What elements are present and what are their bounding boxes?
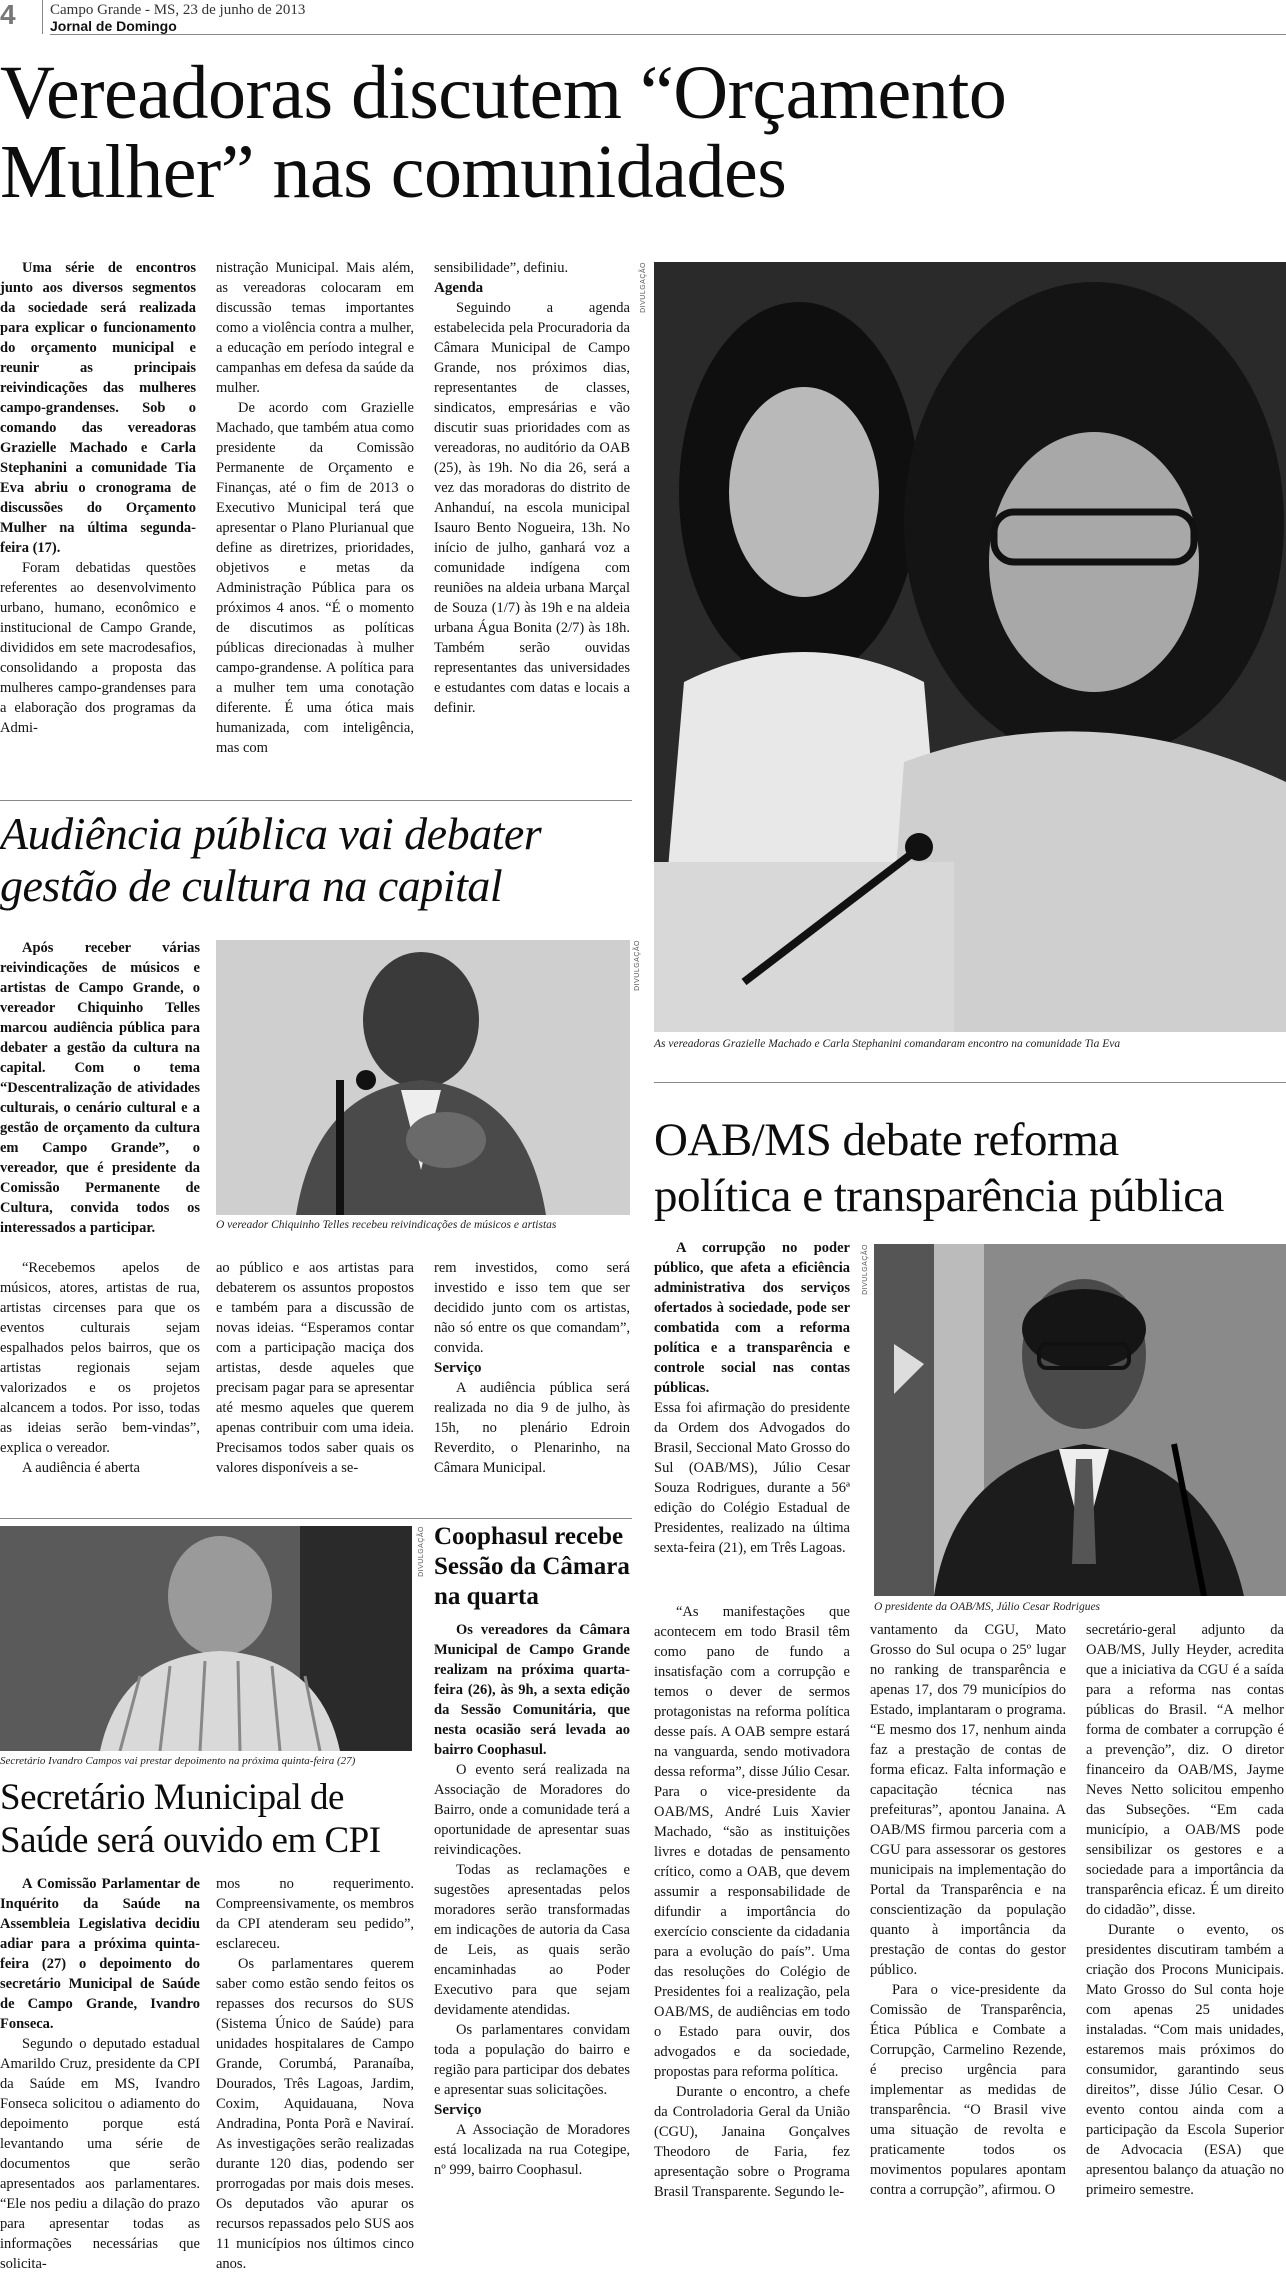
article5-subhead: Serviço: [434, 2102, 482, 2118]
dateline: Campo Grande - MS, 23 de junho de 2013: [50, 2, 306, 18]
article1-headline-line2: Mulher” nas comunidades: [0, 130, 787, 215]
article2-column-1b: [0, 1258, 200, 1516]
article4-headline-line2: Saúde será ouvido em CPI: [0, 1820, 381, 1861]
article4-lead: A Comissão Parlamentar de Inquérito da Saúde na Assembleia Legislativa decidiu adiar para a próxima quinta-feira (27) o depoimento do secretário Municipal de Saúde de Campo Grande, Ivandro Fonseca.: [0, 1876, 200, 2032]
article2-column-3: [434, 1258, 630, 1516]
article1-column-2: [216, 258, 414, 790]
header-separator: [42, 0, 43, 34]
article1-paragraph: sensibilidade”, definiu.: [434, 260, 569, 276]
article3-column-1: [654, 1238, 850, 1600]
article3-photo: [874, 1244, 1286, 1596]
article3-paragraph: secretário-geral adjunto da OAB/MS, Jully Heyder, acredita que a iniciativa da CGU é a saída para a reforma nas contas públicas do Brasil. “A melhor forma de combater a corrupção é a prevenção”, diz. O diretor financeiro da OAB/MS, Jayme Neves Netto solicitou empenho das Subseções. “Em cada município, a OAB/MS pode sensibilizar os gestores e a sociedade para a importância da transparência eficaz. É um direito do cidadão”, disse.: [1086, 1622, 1284, 1918]
article1-photo: [654, 262, 1286, 1032]
article5-column: [434, 1620, 630, 2295]
divider: [654, 1082, 1286, 1083]
article3-photo-credit: DIVULGAÇÃO: [862, 1244, 869, 1295]
photo-secretary: [0, 1526, 412, 1751]
article5-paragraph: Os parlamentares convidam toda a população do bairro e região para participar dos debates e apresentar suas solicitações.: [434, 2022, 630, 2098]
newspaper-name: Jornal de Domingo: [50, 18, 177, 34]
photo-oab-president: [874, 1244, 1286, 1596]
article2-paragraph: A audiência pública será realizada no dia 9 de julho, às 15h, no plenário Edroin Reverdito, o Plenarinho, na Câmara Municipal.: [434, 1380, 630, 1476]
article3-paragraph: vantamento da CGU, Mato Grosso do Sul ocupa o 25º lugar no ranking de transparência e apenas 17, dos 79 municípios do Estado, implantaram o programa. “E mesmo dos 17, nenhum ainda faz a prestação de contas de forma eficaz. Falta informação e capacitação técnica nas prefeituras”, apontou Janaina. A OAB/MS firmou parceria com a CGU para assessorar os gestores municipais na implementação do Portal da Transparência e na conscientização da população quanto à importância da prestação de contas do gestor público.: [870, 1622, 1066, 1978]
article3-headline: [654, 1112, 1286, 1224]
article1-subhead: Agenda: [434, 280, 484, 296]
article5-lead: Os vereadores da Câmara Municipal de Campo Grande realizam na próxima quarta-feira (26), às 9h, a sexta edição da Sessão Comunitária, que nesta ocasião será levada ao bairro Coophasul.: [434, 1622, 630, 1758]
article5-headline-line3: na quarta: [434, 1583, 539, 1610]
article4-photo-caption: Secretário Ivandro Campos vai prestar depoimento na próxima quinta-feira (27): [0, 1755, 356, 1767]
article2-column-2: [216, 1258, 414, 1516]
article2-headline-line2: gestão de cultura na capital: [0, 860, 503, 911]
article2-subhead: Serviço: [434, 1360, 482, 1376]
article4-column-1: [0, 1874, 200, 2295]
article5-headline-line2: Sessão da Câmara: [434, 1553, 630, 1580]
article1-photo-caption: As vereadoras Grazielle Machado e Carla Stephanini comandaram encontro na comunidade Tia Eva: [654, 1038, 1121, 1050]
article3-lead: A corrupção no poder público, que afeta a eficiência administrativa dos serviços ofertados à sociedade, pode ser combatida com a reforma política e a transparência e controle social nas contas públicas.: [654, 1240, 850, 1396]
article3-paragraph: Para o vice-presidente da Comissão de Transparência, Ética Pública e Combate a Corrupção, Carmelino Rezende, é preciso urgência para implementar as medidas de transparência. “O Brasil vive uma situação de revolta e praticamente todos os movimentos populares apontam contra a corrupção”, afirmou. O: [870, 1982, 1066, 2198]
article1-lead: Uma série de encontros junto aos diversos segmentos da sociedade será realizada para explicar o funcionamento do orçamento municipal e reunir as principais reivindicações das mulheres campo-grandenses. Sob o comando das vereadoras Grazielle Machado e Carla Stephanini a comunidade Tia Eva abriu o cronograma de discussões do Orçamento Mulher na última segunda-feira (17).: [0, 260, 196, 556]
article2-paragraph: “Recebemos apelos de músicos, atores, artistas de rua, artistas circenses para que os eventos culturais sejam espalhados pelos bairros, que os artistas regionais sejam valorizados e os projetos alcancem a todos. Por isso, todas as ideias serão bem-vindas”, explica o vereador.: [0, 1260, 200, 1456]
article4-headline: [0, 1776, 420, 1862]
article2-paragraph: ao público e aos artistas para debaterem os assuntos propostos e também para a discussão de novas ideias. “Esperamos contar com a participação maciça dos artistas, desde aqueles que precisam pagar para se apresentar até mesmo aqueles que querem apenas contribuir com uma ideia. Precisamos todos saber quais os valores disponíveis a se-: [216, 1260, 414, 1476]
article3-headline-line1: OAB/MS debate reforma: [654, 1114, 1119, 1166]
page-number: 4: [0, 0, 16, 30]
article3-paragraph: Durante o encontro, a chefe da Controladoria Geral da União (CGU), Janaina Gonçalves Theodoro de Faria, fez apresentação sobre o Programa Brasil Transparente. Segundo le-: [654, 2084, 850, 2200]
article3-paragraph: Essa foi afirmação do presidente da Ordem dos Advogados do Brasil, Seccional Mato Grosso do Sul (OAB/MS), Júlio Cesar Souza Rodrigues, durante a 56ª edição do Colégio Estadual de Presidentes, realizado na última sexta-feira (21), em Três Lagoas.: [654, 1400, 850, 1556]
article3-column-2: [870, 1620, 1066, 2295]
article3-column-1b: [654, 1602, 850, 2295]
article5-paragraph: O evento será realizada na Associação de Moradores do Bairro, onde a comunidade terá a oportunidade de apresentar suas reivindicações.: [434, 1762, 630, 1858]
article1-column-1: [0, 258, 196, 790]
article4-headline-line1: Secretário Municipal de: [0, 1777, 344, 1818]
article5-headline-line1: Coophasul recebe: [434, 1523, 624, 1550]
article2-paragraph: A audiência é aberta: [22, 1460, 140, 1476]
article3-headline-line2: política e transparência pública: [654, 1170, 1224, 1222]
article4-paragraph: Os parlamentares querem saber como estão sendo feitos os repasses dos recursos do SUS (Sistema Único de Saúde) para unidades hospitalares de Campo Grande, Corumbá, Paranaíba, Dourados, Três Lagoas, Jardim, Coxim, Aquidauana, Nova Andradina, Ponta Porã e Naviraí. As investigações serão realizadas durante 120 dias, podendo ser prorrogadas por mais dois meses. Os deputados vão apurar os recursos repassados pelo SUS aos 11 municípios nos últimos cinco anos.: [216, 1956, 414, 2272]
article1-column-3: [434, 258, 630, 790]
article3-paragraph: “As manifestações que acontecem em todo Brasil têm como pano de fundo a insatisfação com a corrupção e temos o dever de sermos protagonistas na reforma política desse país. A OAB sempre estará na vanguarda, sendo motivadora dessa reforma”, disse Júlio Cesar. Para o vice-presidente da OAB/MS, André Luis Xavier Machado, “são as instituições livres e dotadas de pensamento crítico, como a OAB, que devem assumir a responsabilidade de difundir a importância do exercício consciente da cidadania para a evolução do país”. Uma das resoluções do Colégio de Presidentes foi a realização, pela OAB/MS, de audiências em todo o Estado para ouvir, dos advogados e da sociedade, propostas para reforma política.: [654, 1604, 850, 2080]
article1-paragraph: Foram debatidas questões referentes ao desenvolvimento urbano, humano, econômico e institucional de Campo Grande, divididos em sete macrodesafios, consolidando a proposta das mulheres campo-grandenses para a elaboração dos programas da Admi-: [0, 560, 196, 736]
article2-photo: [216, 940, 630, 1215]
article1-headline: [0, 51, 1286, 215]
article4-photo: [0, 1526, 412, 1751]
article1-paragraph: De acordo com Grazielle Machado, que também atua como presidente da Comissão Permanente de Orçamento e Finanças, até o fim de 2013 o Executivo Municipal terá que apresentar o Plano Plurianual que define as diretrizes, prioridades, objetivos e metas da Administração Pública para os próximos 4 anos. “É o momento de discutimos as políticas públicas direcionadas à mulher campo-grandense. A política para a mulher tem uma conotação diferente. É uma ótica mais humanizada, com inteligência, mas com: [216, 400, 414, 756]
article4-paragraph: mos no requerimento. Compreensivamente, os membros da CPI atenderam seu pedido”, esclareceu.: [216, 1876, 414, 1952]
article2-photo-caption: O vereador Chiquinho Telles recebeu reivindicações de músicos e artistas: [216, 1219, 557, 1231]
article3-photo-caption: O presidente da OAB/MS, Júlio Cesar Rodrigues: [874, 1601, 1101, 1613]
article4-column-2: [216, 1874, 414, 2295]
divider: [0, 800, 632, 801]
photo-two-women: [654, 262, 1286, 1032]
article2-headline: [0, 808, 640, 912]
article4-photo-credit: DIVULGAÇÃO: [418, 1526, 425, 1577]
article2-photo-credit: DIVULGAÇÃO: [634, 940, 641, 991]
article1-headline-line1: Vereadoras discutem “Orçamento: [0, 51, 1007, 135]
article5-headline: [434, 1522, 634, 1612]
article5-paragraph: Todas as reclamações e sugestões apresentadas pelos moradores serão transformadas em indicações de autoria da Casa de Leis, as quais serão encaminhadas ao Poder Executivo para que sejam devidamente atendidas.: [434, 1862, 630, 2018]
article1-paragraph: nistração Municipal. Mais além, as vereadoras colocaram em discussão temas importantes como a violência contra a mulher, a educação em período integral e campanhas em defesa da saúde da mulher.: [216, 260, 414, 396]
article2-headline-line1: Audiência pública vai debater: [0, 808, 542, 859]
article2-lead: Após receber várias reivindicações de músicos e artistas de Campo Grande, o vereador Chiquinho Telles marcou audiência pública para debater a gestão da cultura na capital. Com o tema “Descentralização de atividades culturais, o cenário cultural e a gestão de orçamento da cultura em Campo Grande”, o vereador, que é presidente da Comissão Permanente de Cultura, convida todos os interessados a participar.: [0, 940, 200, 1236]
divider: [0, 1518, 632, 1519]
photo-councilman-speaking: [216, 940, 630, 1215]
article3-column-3: [1086, 1620, 1284, 2295]
article3-paragraph: Durante o evento, os presidentes discutiram também a criação dos Procons Municipais. Mato Grosso do Sul conta hoje com apenas 25 unidades instaladas. “Com mais unidades, estaremos mais próximos do consumidor, garantindo seus direitos”, disse Júlio Cesar. O evento contou ainda com a participação da Escola Superior de Advocacia (ESA) que apresentou balanço da atuação no primeiro semestre.: [1086, 1922, 1284, 2198]
header-rule: [50, 34, 1286, 35]
article1-paragraph: Seguindo a agenda estabelecida pela Procuradoria da Câmara Municipal de Campo Grande, nos próximos dias, representantes de classes, sindicatos, empresárias e vão discutir suas prioridades com as vereadoras, no auditório da OAB (25), às 19h. No dia 26, será a vez das moradoras do distrito de Anhanduí, na escola municipal Isauro Bento Nogueira, 13h. No início de julho, ganhará voz a comunidade indígena com reuniões na aldeia urbana Marçal de Souza (1/7) às 19h e na aldeia urbana Água Bonita (2/7) às 18h. Também serão ouvidas representantes das universidades e estudantes com datas e locais a definir.: [434, 300, 630, 716]
article5-paragraph: A Associação de Moradores está localizada na rua Cotegipe, nº 999, bairro Coophasul.: [434, 2122, 630, 2178]
article2-paragraph: rem investidos, como será investido e isso tem que ser decidido junto com os artistas, não só entre os que comandam”, convida.: [434, 1260, 630, 1356]
article4-paragraph: Segundo o deputado estadual Amarildo Cruz, presidente da CPI da Saúde em MS, Ivandro Fonseca solicitou o adiamento do depoimento porque está levantando uma série de documentos que serão apresentados aos parlamentares. “Ele nos pediu a dilação do prazo para apresentar todas as informações necessárias que solicita-: [0, 2036, 200, 2272]
article1-photo-credit: DIVULGAÇÃO: [640, 262, 647, 313]
article2-column-1: [0, 938, 200, 1258]
